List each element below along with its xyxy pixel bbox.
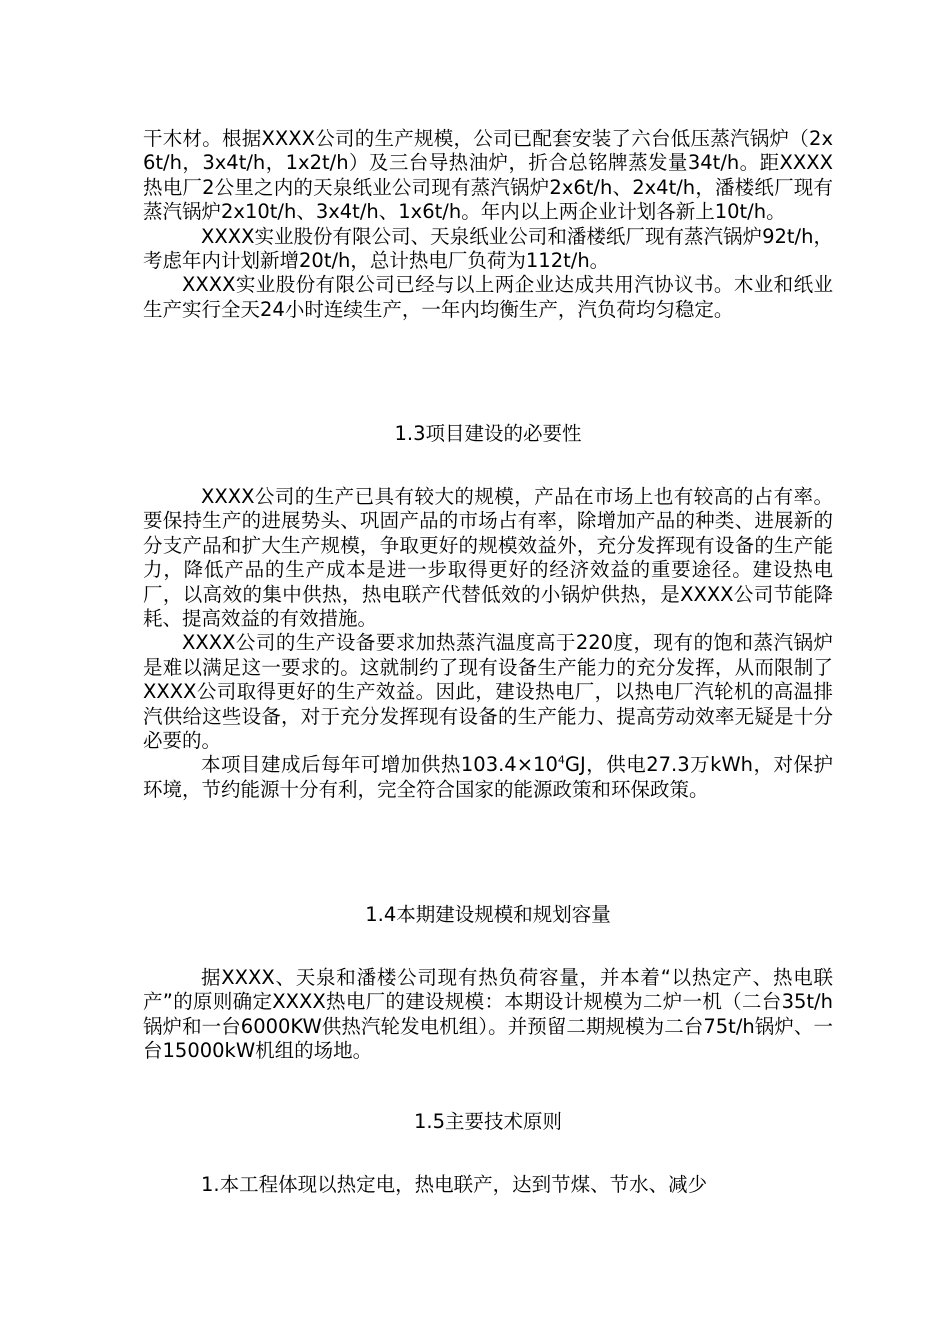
paragraph-necessity-scale: XXXX公司的生产已具有较大的规模，产品在市场上也有较高的占有率。要保持生产的进展势头、巩固产品的市场占有率，除增加产品的种类、进展新的分支产品和扩大生产规模，争取更好的规模效益外，充分发挥现有设备的生产能力，降低产品的生产成本是进一步取得更好的经济效益的重要途径。建设热电厂，以高效的集中供热，热电联产代替低效的小锅炉供热，是XXXX公司节能降耗、提高效益的有效措施。 [143,485,833,631]
paragraph-construction-scale: 据XXXX、天泉和潘楼公司现有热负荷容量，并本着“以热定产、热电联产”的原则确定XXXX热电厂的建设规模：本期设计规模为二炉一机（二台35t/h锅炉和一台6000KW供热汽轮发电机组）。并预留二期规模为二台75t/h锅炉、一台15000kW机组的场地。 [143,966,833,1063]
section-1-3-body [143,485,833,802]
paragraph-total-load: XXXX实业股份有限公司、天泉纸业公司和潘楼纸厂现有蒸汽锅炉92t/h，考虑年内计划新增20t/h，总计热电厂负荷为112t/h。 [143,224,833,273]
paragraph-steam-agreement: XXXX实业股份有限公司已经与以上两企业达成共用汽协议书。木业和纸业生产实行全天24小时连续生产，一年内均衡生产，汽负荷均匀稳定。 [143,273,833,321]
heading-section-1-3: 1.3项目建设的必要性 [394,422,582,445]
paragraph-technical-principle-1: 1.本工程体现以热定电，热电联产，达到节煤、节水、减少 [201,1173,708,1196]
section-1-4-body [143,966,833,1064]
heading-section-1-5: 1.5主要技术原则 [413,1110,562,1133]
paragraph-project-benefit [143,753,833,802]
section-1-2-continued [143,127,833,322]
paragraph-necessity-temperature: XXXX公司的生产设备要求加热蒸汽温度高于220度，现有的饱和蒸汽锅炉是难以满足这一要求的。这就制约了现有设备生产能力的充分发挥，从而限制了XXXX公司取得更好的生产效益。因此，建设热电厂，以热电厂汽轮机的高温排汽供给这些设备，对于充分发挥现有设备的生产能力、提高劳动效率无疑是十分必要的。 [143,631,833,753]
exponent-superscript: 4 [557,753,565,767]
benefit-text-start: 本项目建成后每年可增加供热103.4×10 [201,753,558,777]
section-1-5-body [143,1173,833,1197]
paragraph-boiler-capacity: 干木材。根据XXXX公司的生产规模，公司已配套安装了六台低压蒸汽锅炉（2x6t/h，3x4t/h，1x2t/h）及三台导热油炉，折合总铭牌蒸发量34t/h。距XXXX热电厂2公里之内的天泉纸业公司现有蒸汽锅炉2x6t/h、2x4t/h，潘楼纸厂现有蒸汽锅炉2x10t/h、3x4t/h、1x6t/h。年内以上两企业计划各新上10t/h。 [143,127,833,224]
heading-section-1-4: 1.4本期建设规模和规划容量 [365,903,611,926]
benefit-text-end: GJ，供电27.3万kWh，对保护环境，节约能源十分有利，完全符合国家的能源政策和环保政策。 [143,753,833,801]
